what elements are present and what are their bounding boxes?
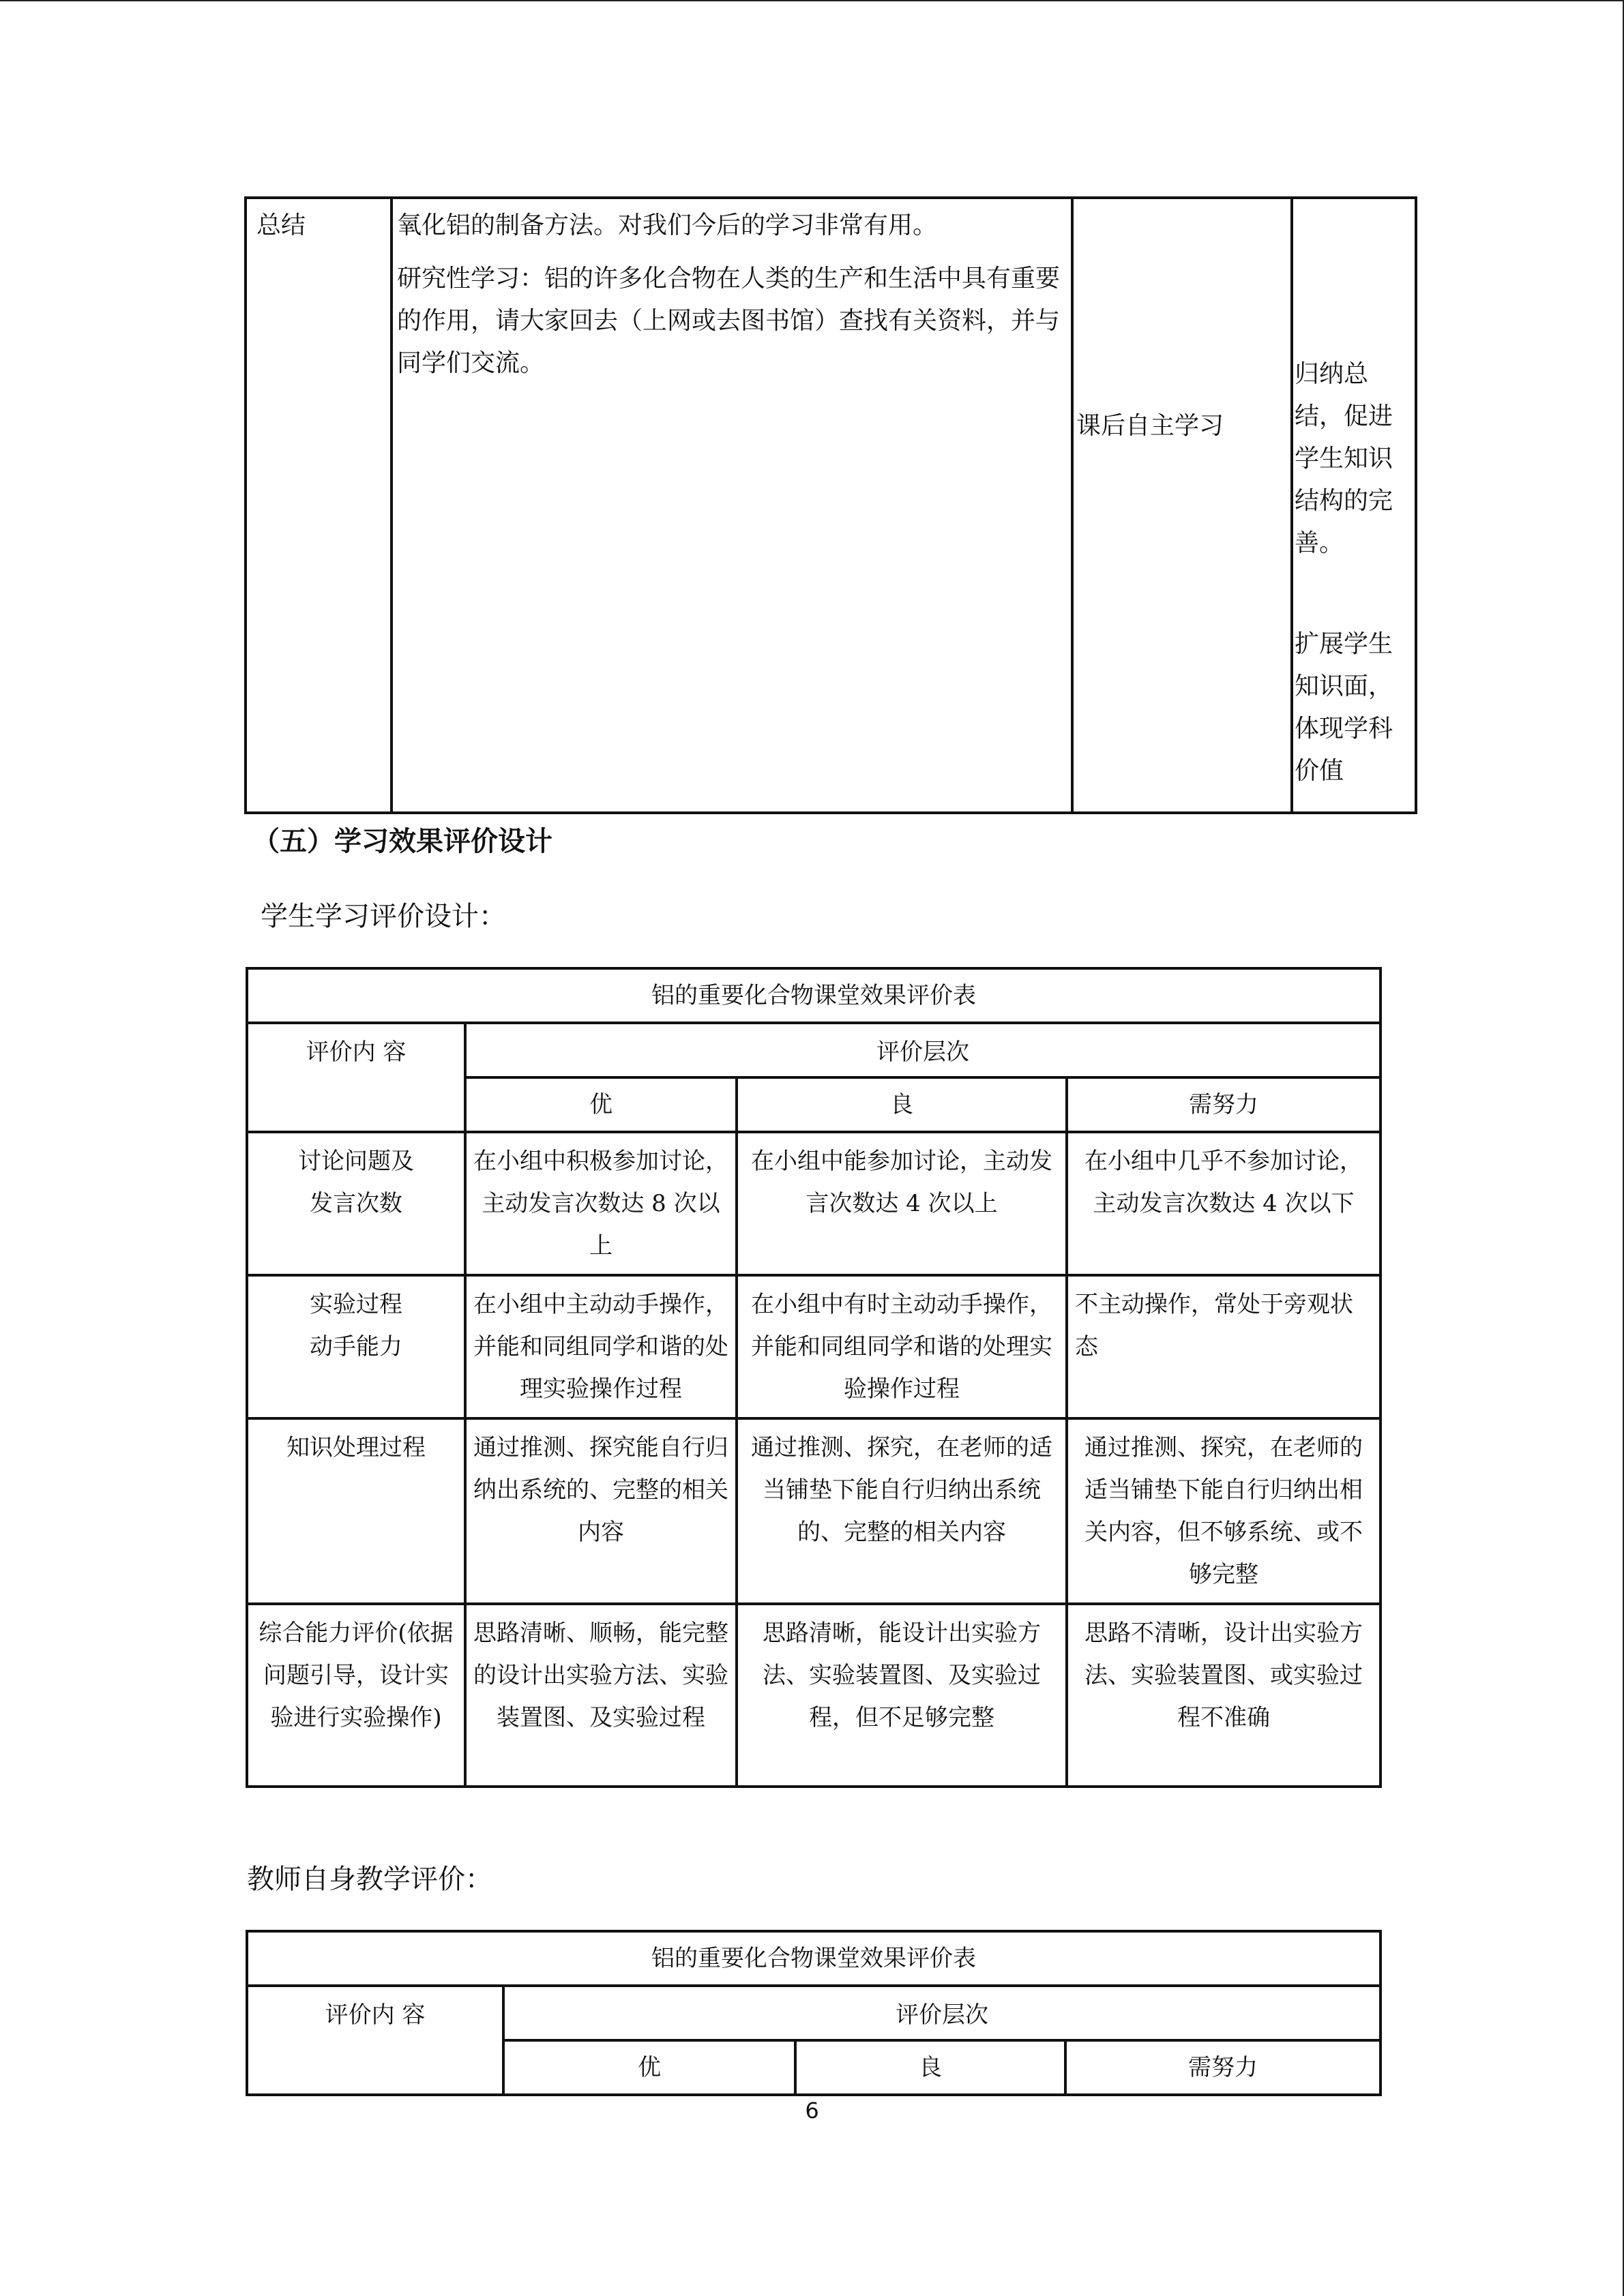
criterion-line-2: 动手能力 [310, 1333, 402, 1360]
design-intent-cell [1292, 198, 1416, 813]
good-cell: 思路清晰，能设计出实验方法、实验装置图、及实验过程，但不足够完整 [737, 1604, 1067, 1787]
level-needs-work: 需努力 [1067, 1077, 1381, 1132]
criterion-cell [247, 1132, 465, 1275]
level-good: 良 [795, 2040, 1065, 2095]
header-row [247, 1023, 1381, 1077]
page-number: 6 [805, 2098, 819, 2123]
content-paragraph-2: 研究性学习：铝的许多化合物在人类的生产和生活中具有重要的作用，请大家回去（上网或去图书馆）查找有关资料，并与同学们交流。 [397, 265, 1061, 377]
header-row [247, 1986, 1381, 2040]
content-header: 评价内 容 [247, 1023, 465, 1132]
good-cell: 在小组中有时主动动手操作，并能和同组同学和谐的处理实验操作过程 [737, 1275, 1067, 1418]
table-title: 铝的重要化合物课堂效果评价表 [247, 1931, 1381, 1986]
teacher-evaluation-table [246, 1930, 1382, 2096]
lesson-process-table [244, 196, 1417, 814]
criterion-line-1: 知识处理过程 [286, 1434, 426, 1461]
table-row [247, 1604, 1381, 1787]
table-title: 铝的重要化合物课堂效果评价表 [247, 968, 1381, 1023]
criterion-line-2: 发言次数 [310, 1190, 402, 1217]
criterion-line-1: 实验过程 [310, 1291, 402, 1318]
table-title-row [247, 1931, 1381, 1986]
student-eval-subheading: 学生学习评价设计： [261, 901, 506, 932]
section-heading: （五）学习效果评价设计 [252, 825, 552, 857]
table-title-row [247, 968, 1381, 1023]
excellent-cell: 在小组中积极参加讨论，主动发言次数达 8 次以上 [465, 1132, 737, 1275]
level-header: 评价层次 [465, 1023, 1381, 1077]
table-row [247, 1275, 1381, 1418]
page-edge-top [0, 0, 1624, 1]
design-intent-2: 扩展学生知识面，体现学科价值 [1295, 630, 1393, 785]
criterion-cell [247, 1418, 465, 1604]
needs-work-cell: 思路不清晰，设计出实验方法、实验装置图、或实验过程不准确 [1067, 1604, 1381, 1787]
excellent-cell: 通过推测、探究能自行归纳出系统的、完整的相关内容 [465, 1418, 737, 1604]
level-excellent: 优 [465, 1077, 737, 1132]
row-label-cell [246, 198, 392, 813]
level-needs-work: 需努力 [1065, 2040, 1381, 2095]
teacher-activity-cell [392, 198, 1072, 813]
student-activity-text: 课后自主学习 [1076, 412, 1224, 440]
table-row [247, 1418, 1381, 1604]
needs-work-cell: 不主动操作，常处于旁观状态 [1067, 1275, 1381, 1418]
level-header: 评价层次 [503, 1986, 1381, 2040]
student-evaluation-table [246, 967, 1382, 1788]
design-intent-1: 归纳总结，促进学生知识结构的完善。 [1295, 360, 1393, 557]
criterion-line-1: 讨论问题及 [298, 1148, 414, 1175]
excellent-cell: 思路清晰、顺畅，能完整的设计出实验方法、实验装置图、及实验过程 [465, 1604, 737, 1787]
needs-work-cell: 在小组中几乎不参加讨论，主动发言次数达 4 次以下 [1067, 1132, 1381, 1275]
needs-work-cell: 通过推测、探究，在老师的适当铺垫下能自行归纳出相关内容，但不够系统、或不够完整 [1067, 1418, 1381, 1604]
level-good: 良 [737, 1077, 1067, 1132]
criterion-cell [247, 1275, 465, 1418]
content-paragraph-1: 氧化铝的制备方法。对我们今后的学习非常有用。 [397, 211, 938, 239]
row-label: 总结 [256, 211, 306, 239]
good-cell: 在小组中能参加讨论，主动发言次数达 4 次以上 [737, 1132, 1067, 1275]
level-excellent: 优 [503, 2040, 795, 2095]
criterion-cell: 综合能力评价(依据问题引导，设计实验进行实验操作) [247, 1604, 465, 1787]
excellent-cell: 在小组中主动动手操作，并能和同组同学和谐的处理实验操作过程 [465, 1275, 737, 1418]
teacher-eval-subheading: 教师自身教学评价： [247, 1864, 492, 1895]
content-header: 评价内 容 [247, 1986, 503, 2095]
table-row [247, 1132, 1381, 1275]
summary-row [246, 198, 1416, 813]
good-cell: 通过推测、探究，在老师的适当铺垫下能自行归纳出系统的、完整的相关内容 [737, 1418, 1067, 1604]
student-activity-cell [1072, 198, 1292, 813]
